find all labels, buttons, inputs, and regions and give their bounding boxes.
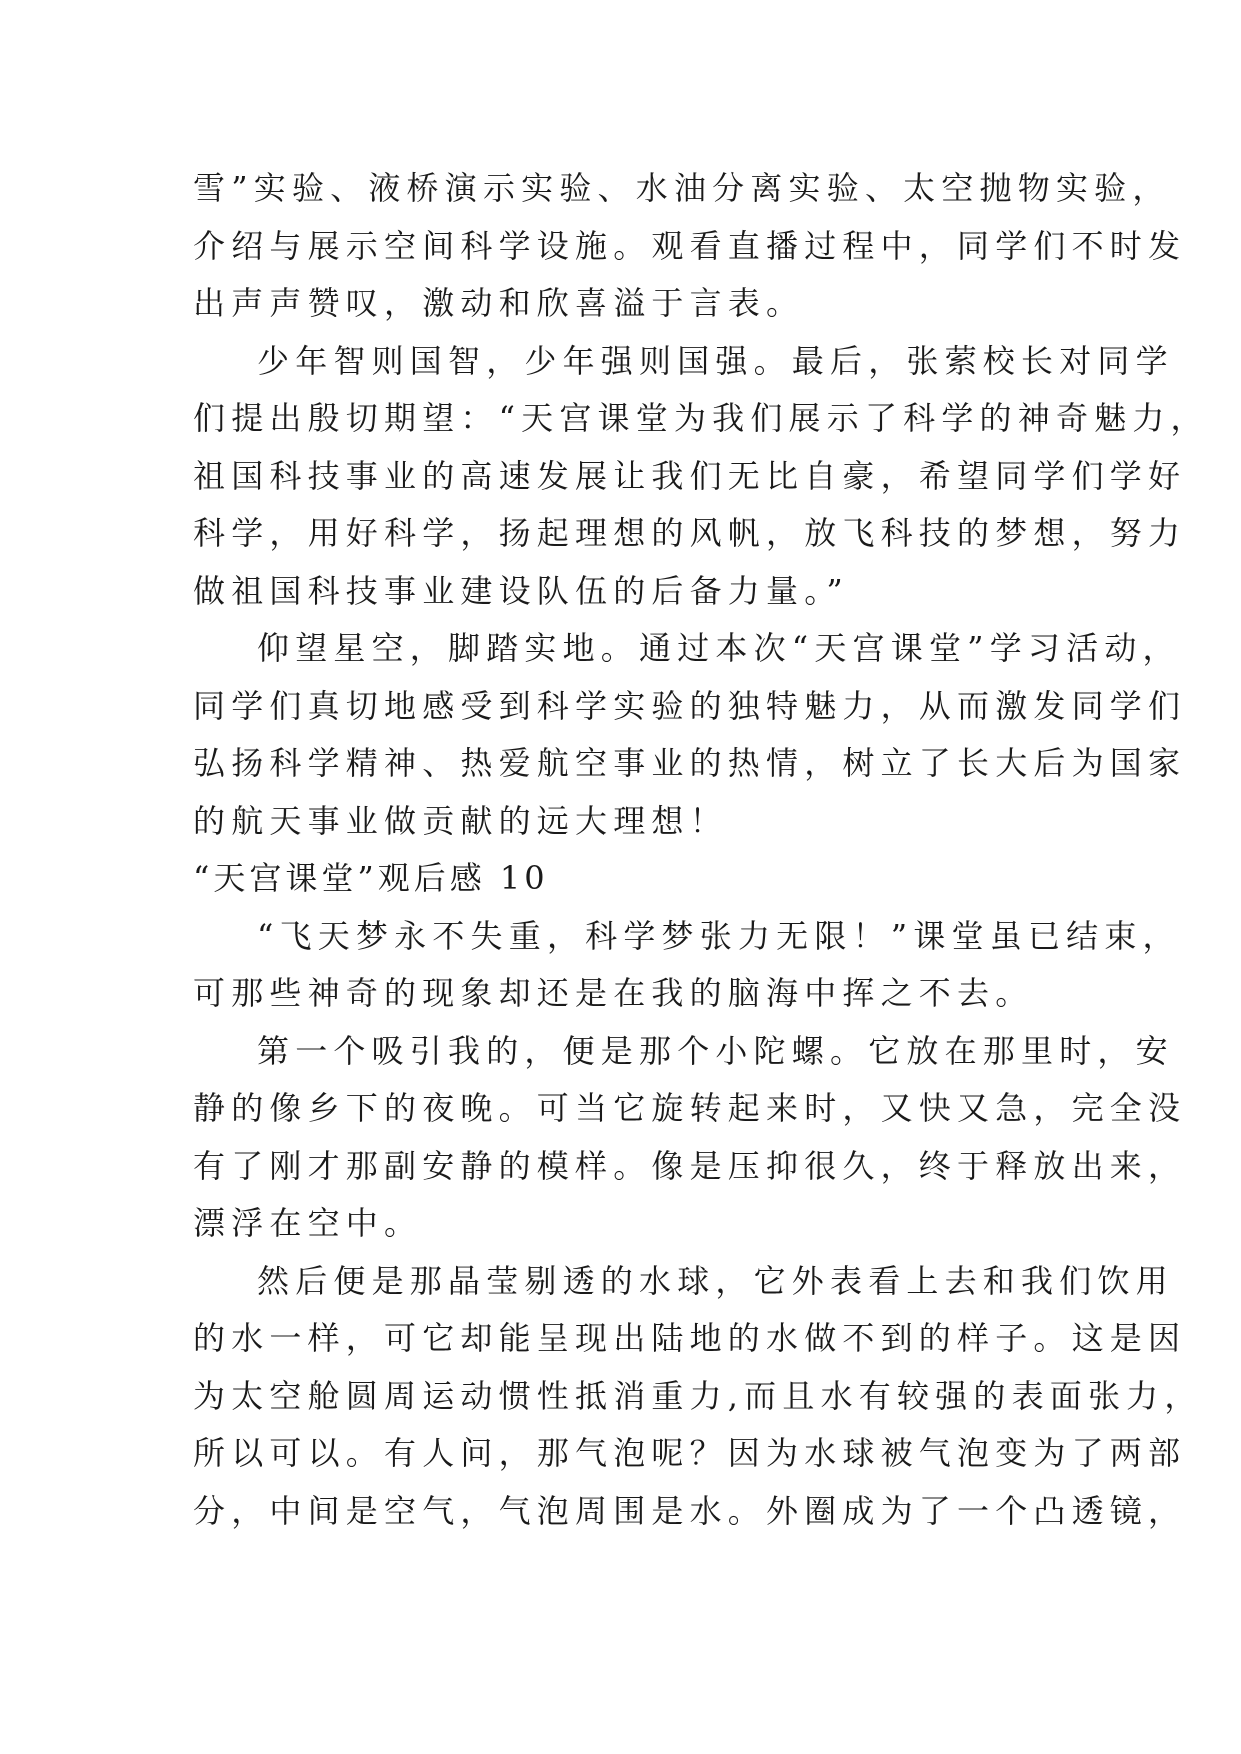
text-line: 介绍与展示空间科学设施。观看直播过程中，同学们不时发 [193,226,1187,265]
text-line: 雪”实验、液桥演示实验、水油分离实验、太空抛物实验， [193,169,1171,207]
text-line: 所以可以。有人问，那气泡呢？因为水球被气泡变为了两部 [193,1434,1187,1472]
paragraph-first-line: 仰望星空，脚踏实地。通过本次“天宫课堂”学习活动， [257,629,1181,667]
section-heading: “天宫课堂”观后感 10 [193,859,549,897]
text-line: 祖国科技事业的高速发展让我们无比自豪，希望同学们学好 [193,456,1187,495]
text-line: 漂浮在空中。 [193,1204,423,1242]
text-line: 的水一样，可它却能呈现出陆地的水做不到的样子。这是因 [193,1319,1187,1357]
text-line: 同学们真切地感受到科学实验的独特魅力，从而激发同学们 [193,686,1187,725]
text-line: 静的像乡下的夜晚。可当它旋转起来时，又快又急，完全没 [193,1089,1187,1127]
text-line: 做祖国科技事业建设队伍的后备力量。” [193,571,849,610]
text-line: 有了刚才那副安静的模样。像是压抑很久，终于释放出来， [193,1146,1187,1185]
paragraph-first-line: “飞天梦永不失重，科学梦张力无限！”课堂虽已结束， [257,916,1181,955]
paragraph-first-line: 然后便是那晶莹剔透的水球，它外表看上去和我们饮用 [257,1261,1174,1300]
paragraph-first-line: 少年智则国智，少年强则国强。最后，张萦校长对同学 [257,341,1174,380]
paragraph-first-line: 第一个吸引我的，便是那个小陀螺。它放在那里时，安 [257,1031,1174,1070]
text-line: 科学，用好科学，扬起理想的风帆，放飞科技的梦想，努力 [193,514,1187,552]
text-line: 为太空舱圆周运动惯性抵消重力,而且水有较强的表面张力， [193,1376,1203,1415]
text-line: 出声声赞叹，激动和欣喜溢于言表。 [193,284,805,322]
text-line: 弘扬科学精神、热爱航空事业的热情，树立了长大后为国家 [193,744,1187,782]
text-line: 们提出殷切期望：“天宫课堂为我们展示了科学的神奇魅力， [193,399,1209,437]
text-line: 的航天事业做贡献的远大理想！ [193,801,728,840]
text-line: 可那些神奇的现象却还是在我的脑海中挥之不去。 [193,974,1034,1012]
text-line: 分，中间是空气，气泡周围是水。外圈成为了一个凸透镜， [193,1491,1187,1530]
document-body [193,160,1209,1540]
